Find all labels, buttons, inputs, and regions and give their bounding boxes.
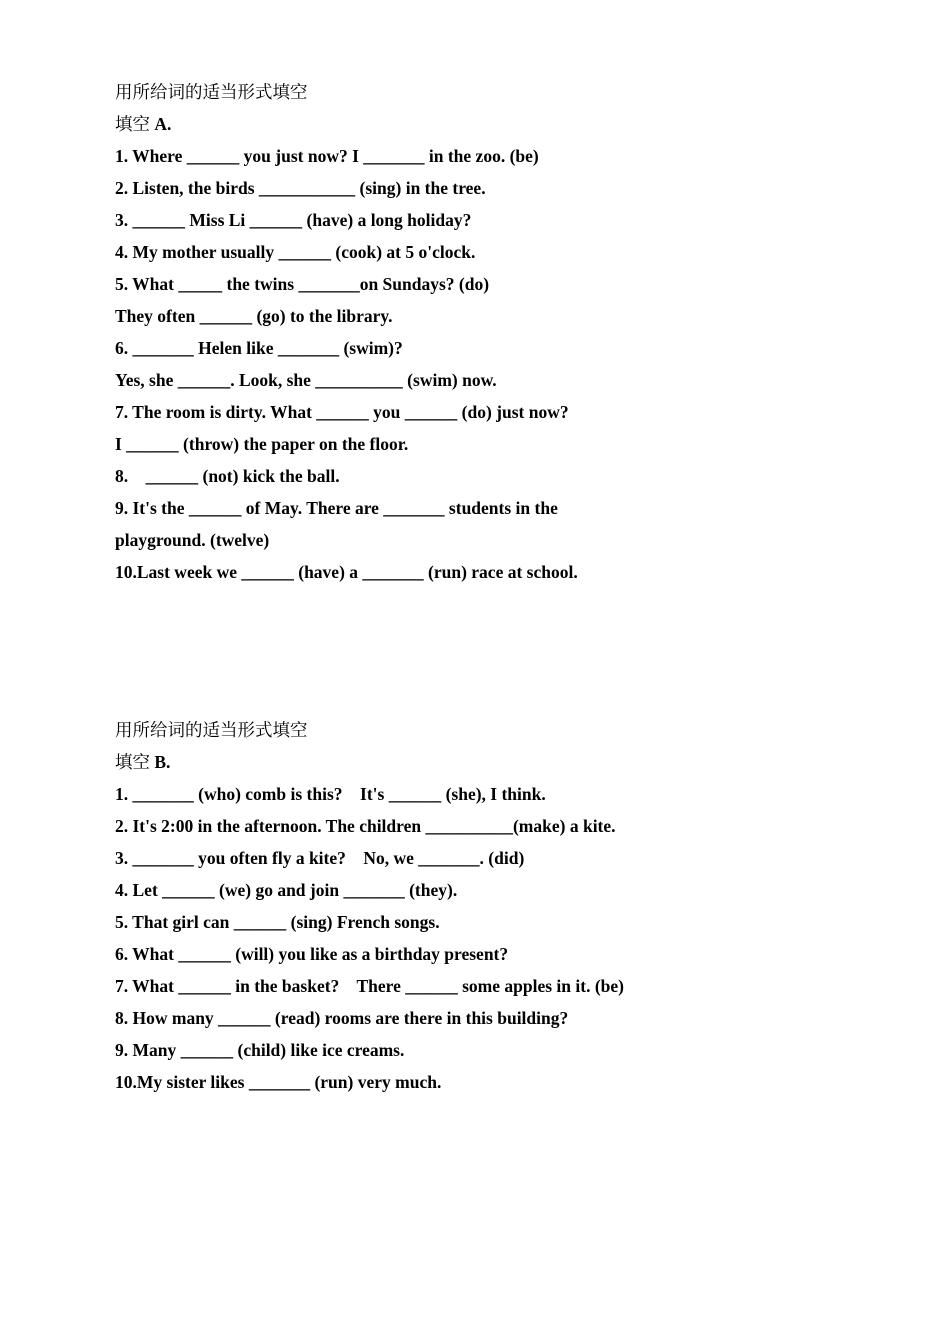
- exercise-line: 4. Let ______ (we) go and join _______ (they).: [115, 880, 458, 900]
- exercise-line: 6. _______ Helen like _______ (swim)?: [115, 338, 403, 358]
- exercise-line: 2. Listen, the birds ___________ (sing) in the tree.: [115, 178, 486, 198]
- exercise-line: 1. Where ______ you just now? I _______ in the zoo. (be): [115, 146, 539, 166]
- exercise-line: I ______ (throw) the paper on the floor.: [115, 434, 409, 454]
- exercise-line: They often ______ (go) to the library.: [115, 306, 393, 326]
- exercise-section-a: [115, 80, 835, 592]
- exercise-line: playground. (twelve): [115, 530, 270, 550]
- section-a-heading: 用所给词的适当形式填空: [115, 82, 308, 102]
- exercise-line: 7. What ______ in the basket? There ______ some apples in it. (be): [115, 976, 624, 996]
- exercise-line: 5. What _____ the twins _______on Sundays? (do): [115, 274, 490, 294]
- exercise-section-b: [115, 718, 835, 1102]
- exercise-line: 2. It's 2:00 in the afternoon. The children __________(make) a kite.: [115, 816, 616, 836]
- exercise-line: 7. The room is dirty. What ______ you ______ (do) just now?: [115, 402, 569, 422]
- section-b-sub-label: [115, 750, 835, 782]
- sub-label-tag: B.: [154, 752, 171, 772]
- exercise-line: Yes, she ______. Look, she __________ (swim) now.: [115, 370, 497, 390]
- exercise-line: 5. That girl can ______ (sing) French songs.: [115, 912, 440, 932]
- exercise-line: 10.My sister likes _______ (run) very much.: [115, 1072, 442, 1092]
- exercise-line: 8. ______ (not) kick the ball.: [115, 466, 340, 486]
- exercise-line: 4. My mother usually ______ (cook) at 5 o'clock.: [115, 242, 476, 262]
- exercise-line: 1. _______ (who) comb is this? It's ______ (she), I think.: [115, 784, 546, 804]
- section-b-heading: 用所给词的适当形式填空: [115, 720, 308, 740]
- exercise-line: 10.Last week we ______ (have) a _______ (run) race at school.: [115, 562, 578, 582]
- sub-label-text: 填空: [115, 114, 155, 134]
- exercise-line: 8. How many ______ (read) rooms are there in this building?: [115, 1008, 569, 1028]
- section-a-sub-label: [115, 112, 835, 144]
- exercise-line: 3. _______ you often fly a kite? No, we _______. (did): [115, 848, 525, 868]
- exercise-line: 6. What ______ (will) you like as a birthday present?: [115, 944, 509, 964]
- sub-label-text: 填空: [115, 752, 155, 772]
- exercise-line: 3. ______ Miss Li ______ (have) a long holiday?: [115, 210, 472, 230]
- exercise-line: 9. Many ______ (child) like ice creams.: [115, 1040, 405, 1060]
- sub-label-tag: A.: [154, 114, 172, 134]
- exercise-line: 9. It's the ______ of May. There are _______ students in the: [115, 498, 558, 518]
